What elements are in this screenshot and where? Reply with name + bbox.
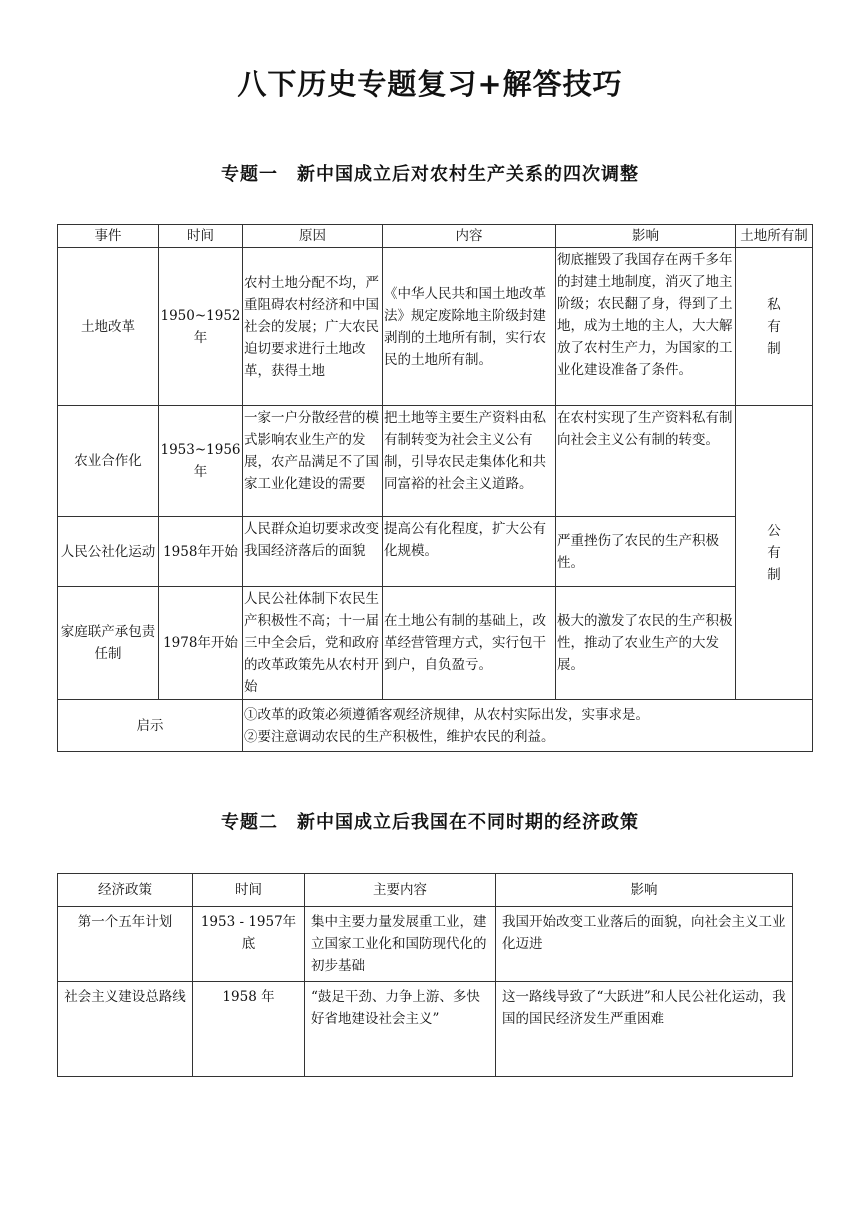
event-cell: 土地改革	[58, 248, 159, 406]
header-land-ownership: 土地所有制	[736, 225, 813, 248]
header-policy: 经济政策	[58, 874, 193, 907]
event-cell: 农业合作化	[58, 406, 159, 517]
content-cell: 在土地公有制的基础上，改革经营管理方式，实行包干到户，自负盈亏。	[383, 587, 556, 700]
time-cell: 1953 - 1957年底	[193, 907, 305, 982]
event-cell: 人民公社化运动	[58, 517, 159, 587]
topic1-table	[57, 224, 813, 752]
table-header-row	[58, 225, 813, 248]
table-row	[58, 517, 813, 587]
content-cell: “鼓足干劲、力争上游、多快好省地建设社会主义”	[305, 982, 496, 1077]
enlightenment-content	[243, 700, 813, 752]
policy-cell: 第一个五年计划	[58, 907, 193, 982]
table-row	[58, 982, 793, 1077]
enlightenment-point-2: ②要注意调动农民的生产积极性，维护农民的利益。	[244, 728, 555, 745]
policy-cell: 社会主义建设总路线	[58, 982, 193, 1077]
table-row	[58, 907, 793, 982]
reason-cell: 一家一户分散经营的模式影响农业生产的发展，农产品满足不了国家工业化建设的需要	[243, 406, 383, 517]
impact-cell: 极大的激发了农民的生产积极性，推动了农业生产的大发展。	[556, 587, 736, 700]
table-row	[58, 587, 813, 700]
enlightenment-point-1: ①改革的政策必须遵循客观经济规律，从农村实际出发，实事求是。	[244, 706, 649, 723]
impact-cell: 在农村实现了生产资料私有制向社会主义公有制的转变。	[556, 406, 736, 517]
time-cell: 1958年开始	[159, 517, 243, 587]
header-time: 时间	[159, 225, 243, 248]
time-cell: 1953~1956年	[159, 406, 243, 517]
reason-cell: 农村土地分配不均，严重阻碍农村经济和中国社会的发展；广大农民迫切要求进行土地改革，获得土地	[243, 248, 383, 406]
table-header-row	[58, 874, 793, 907]
table-row	[58, 406, 813, 517]
content-cell: 提高公有化程度，扩大公有化规模。	[383, 517, 556, 587]
topic2-table	[57, 873, 793, 1077]
impact-cell: 彻底摧毁了我国存在两千多年的封建土地制度，消灭了地主阶级；农民翻了身，得到了土地，成为土地的主人，大大解放了农村生产力，为国家的工业化建设准备了条件。	[556, 248, 736, 406]
header-impact: 影响	[556, 225, 736, 248]
enlightenment-label: 启示	[58, 700, 243, 752]
enlightenment-row	[58, 700, 813, 752]
time-cell: 1958 年	[193, 982, 305, 1077]
header-content: 内容	[383, 225, 556, 248]
topic2-title: 专题二 新中国成立后我国在不同时期的经济政策	[221, 812, 639, 833]
header-impact: 影响	[496, 874, 793, 907]
content-cell: 《中华人民共和国土地改革法》规定废除地主阶级封建剥削的土地所有制，实行农民的土地所有制。	[383, 248, 556, 406]
document-title: 八下历史专题复习+解答技巧	[237, 67, 623, 101]
header-event: 事件	[58, 225, 159, 248]
topic1-title: 专题一 新中国成立后对农村生产关系的四次调整	[221, 164, 639, 185]
event-cell: 家庭联产承包责任制	[58, 587, 159, 700]
content-cell: 集中主要力量发展重工业，建立国家工业化和国防现代化的初步基础	[305, 907, 496, 982]
impact-cell: 我国开始改变工业落后的面貌，向社会主义工业化迈进	[496, 907, 793, 982]
reason-cell: 人民公社体制下农民生产积极性不高；十一届三中全会后，党和政府的改革政策先从农村开始	[243, 587, 383, 700]
content-cell: 把土地等主要生产资料由私有制转变为社会主义公有制，引导农民走集体化和共同富裕的社会主义道路。	[383, 406, 556, 517]
impact-cell: 严重挫伤了农民的生产积极性。	[556, 517, 736, 587]
time-cell: 1950~1952年	[159, 248, 243, 406]
header-reason: 原因	[243, 225, 383, 248]
header-time: 时间	[193, 874, 305, 907]
header-main-content: 主要内容	[305, 874, 496, 907]
reason-cell: 人民群众迫切要求改变我国经济落后的面貌	[243, 517, 383, 587]
table-row	[58, 248, 813, 406]
time-cell: 1978年开始	[159, 587, 243, 700]
ownership-private-cell: 私 有 制	[736, 248, 813, 406]
impact-cell: 这一路线导致了“大跃进”和人民公社化运动，我国的国民经济发生严重困难	[496, 982, 793, 1077]
ownership-public-cell: 公 有 制	[736, 406, 813, 700]
